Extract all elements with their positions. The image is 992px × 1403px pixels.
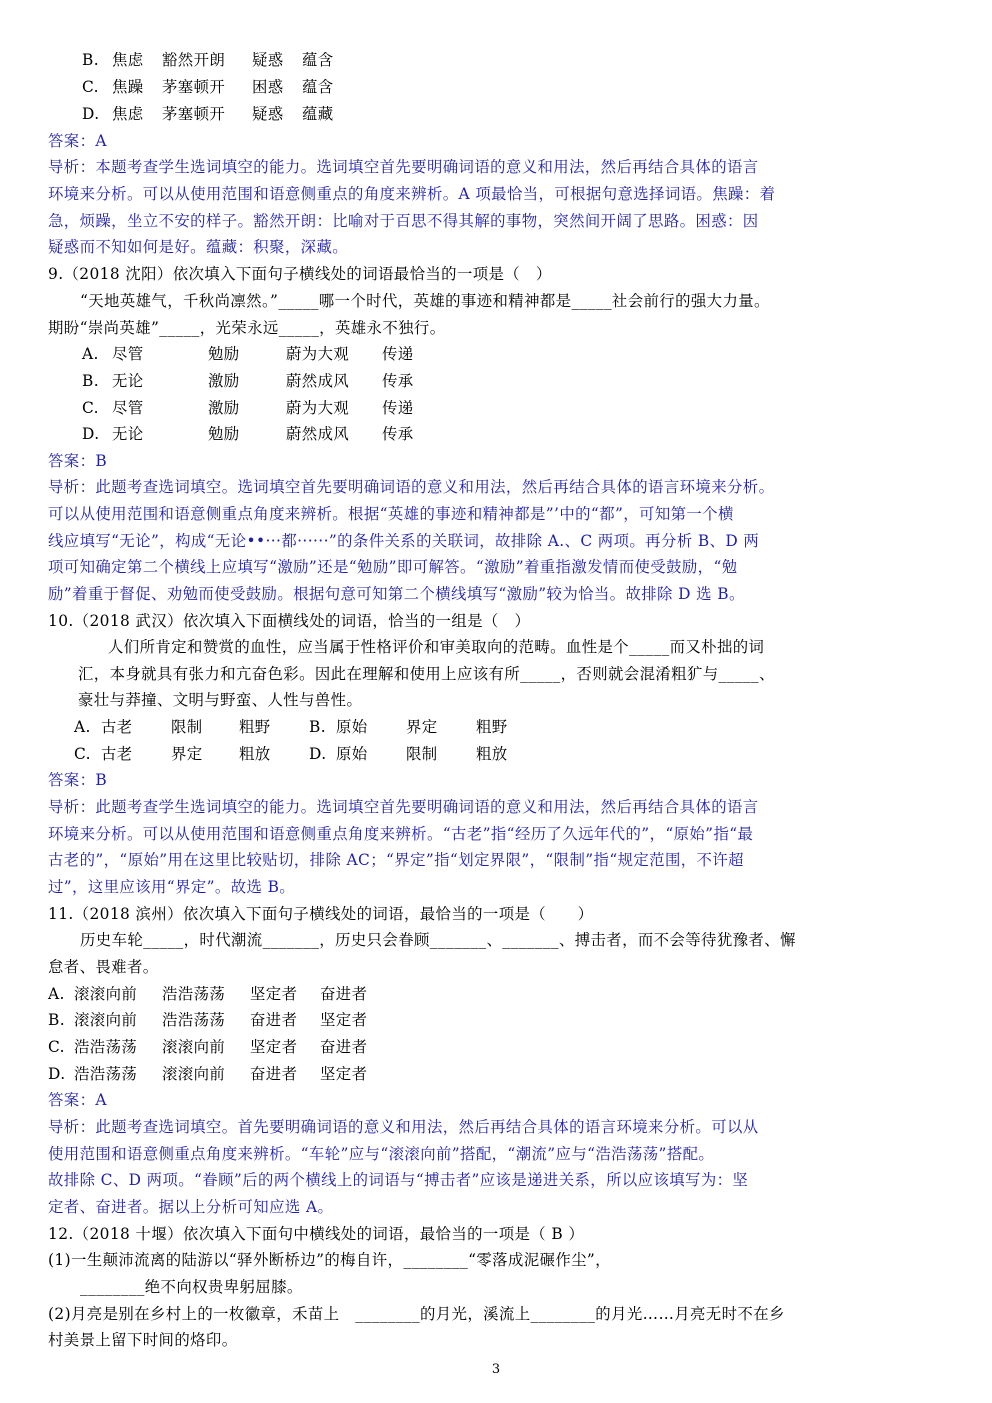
- q10-options-row: A. 古老 限制 粗野 B. 原始 界定 粗野: [74, 718, 508, 736]
- q10-options-row: C. 古老 界定 粗放 D. 原始 限制 粗放: [74, 745, 508, 763]
- q8-analysis-line: 环境来分析。可以从使用范围和语意侧重点的角度来辨析。A 项最恰当，可根据句意选择词语。焦躁：着: [48, 185, 776, 203]
- q11-option-b: B. 滚滚向前 浩浩荡荡 奋进者 坚定者: [48, 1011, 368, 1029]
- q11-stem-line: 怠者、畏难者。: [48, 958, 159, 976]
- q10-title: 10.（2018 武汉）依次填入下面横线处的词语，恰当的一组是（ ）: [48, 612, 531, 630]
- q11-answer: 答案：A: [48, 1091, 107, 1109]
- q8-analysis-line: 急，烦躁，坐立不安的样子。豁然开朗：比喻对于百思不得其解的事物，突然间开阔了思路。困惑：因: [48, 212, 759, 230]
- q12-title: 12.（2018 十堰）依次填入下面句中横线处的词语，最恰当的一项是（ B ）: [48, 1225, 585, 1243]
- q11-analysis-line: 定者、奋进者。据以上分析可知应选 A。: [48, 1198, 334, 1216]
- q11-stem-line: 历史车轮_____，时代潮流_______，历史只会眷顾_______、_______、搏击者，而不会等待犹豫者、懈: [80, 931, 796, 949]
- q8-option-d: D. 焦虑 茅塞顿开 疑惑 蕴藏: [82, 105, 334, 123]
- q10-analysis-line: 导析：此题考查学生选词填空的能力。选词填空首先要明确词语的意义和用法，然后再结合具体的语言: [48, 798, 759, 816]
- q9-analysis-line: 导析：此题考查选词填空。选词填空首先要明确词语的意义和用法，然后再结合具体的语言环境来分析。: [48, 478, 775, 496]
- q10-stem-line: 汇，本身就具有张力和亢奋色彩。因此在理解和使用上应该有所_____，否则就会混淆粗犷与_____、: [78, 665, 775, 683]
- q11-option-a: A. 滚滚向前 浩浩荡荡 坚定者 奋进者: [48, 985, 368, 1003]
- q8-analysis-line: 疑惑而不知如何是好。蕴藏：积聚，深藏。: [48, 238, 349, 256]
- q11-option-d: D. 浩浩荡荡 滚滚向前 奋进者 坚定者: [48, 1065, 368, 1083]
- q8-option-c: C. 焦躁 茅塞顿开 困惑 蕴含: [82, 78, 334, 96]
- q8-answer: 答案：A: [48, 132, 107, 150]
- q12-line: 村美景上留下时间的烙印。: [48, 1331, 238, 1349]
- q11-analysis-line: 故排除 C、D 两项。“眷顾”后的两个横线上的词语与“搏击者”应该是递进关系，所以应该填写为：坚: [48, 1171, 749, 1189]
- q9-analysis-line: 线应填写“无论”，构成“无论••···都······”的条件关系的关联词，故排除 A.、C 两项。再分析 B、D 两: [48, 532, 760, 550]
- q10-analysis-line: 环境来分析。可以从使用范围和语意侧重点角度来辨析。“古老”指“经历了久远年代的”，“原始”指“最: [48, 825, 754, 843]
- q9-analysis-line: 可以从使用范围和语意侧重点角度来辨析。根据“英雄的事迹和精神都是”’中的“都”，可知第一个横: [48, 505, 734, 523]
- q11-analysis-line: 导析：此题考查选词填空。首先要明确词语的意义和用法，然后再结合具体的语言环境来分析。可以从: [48, 1118, 759, 1136]
- q8-analysis-line: 导析：本题考查学生选词填空的能力。选词填空首先要明确词语的意义和用法，然后再结合具体的语言: [48, 158, 759, 176]
- q11-option-c: C. 浩浩荡荡 滚滚向前 坚定者 奋进者: [48, 1038, 368, 1056]
- q9-answer: 答案：B: [48, 452, 108, 470]
- q10-analysis-line: 古老的”，“原始”用在这里比较贴切，排除 AC；“界定”指“划定界限”，“限制”指“规定范围，不许超: [48, 851, 744, 869]
- q9-option-a: A. 尽管 勉励 蔚为大观 传递: [82, 345, 414, 363]
- page-number: 3: [491, 1362, 501, 1377]
- q9-stem-line: “天地英雄气，千秋尚凛然。”_____哪一个时代，英雄的事迹和精神都是_____社会前行的强大力量。: [80, 292, 770, 310]
- q12-line: (2)月亮是别在乡村上的一枚徽章，禾苗上 ________的月光，溪流上________的月光……月亮无时不在乡: [48, 1305, 785, 1323]
- q10-answer: 答案：B: [48, 771, 108, 789]
- q9-title: 9.（2018 沈阳）依次填入下面句子横线处的词语最恰当的一项是（ ）: [48, 265, 552, 283]
- q11-analysis-line: 使用范围和语意侧重点角度来辨析。“车轮”应与“滚滚向前”搭配，“潮流”应与“浩浩荡荡”搭配。: [48, 1145, 715, 1163]
- q8-option-b: B. 焦虑 豁然开朗 疑惑 蕴含: [82, 51, 334, 69]
- q10-stem-line: 豪壮与莽撞、文明与野蛮、人性与兽性。: [78, 691, 363, 709]
- q10-stem-line: 人们所肯定和赞赏的血性，应当属于性格评价和审美取向的范畴。血性是个_____而又朴拙的词: [108, 638, 765, 656]
- q10-analysis-line: 过”，这里应该用“界定”。故选 B。: [48, 878, 296, 896]
- q11-title: 11.（2018 滨州）依次填入下面句子横线处的词语，最恰当的一项是（ ）: [48, 905, 594, 923]
- q9-option-c: C. 尽管 激励 蔚为大观 传递: [82, 399, 414, 417]
- q9-stem-line: 期盼“崇尚英雄”_____，光荣永远_____，英雄永不独行。: [48, 319, 446, 337]
- q9-analysis-line: 项可知确定第二个横线上应填写“激励”还是“勉励”即可解答。“激励”着重指激发情而使受鼓励，“勉: [48, 558, 738, 576]
- q12-line: ________绝不向权贵卑躬屈膝。: [80, 1278, 303, 1296]
- q9-analysis-line: 励”着重于督促、劝勉而使受鼓励。根据句意可知第二个横线填写“激励”较为恰当。故排除 D 选 B。: [48, 585, 745, 603]
- q12-line: (1)一生颠沛流离的陆游以“驿外断桥边”的梅自许，________“零落成泥碾作尘”，: [48, 1251, 611, 1269]
- q9-option-d: D. 无论 勉励 蔚然成风 传承: [82, 425, 414, 443]
- q9-option-b: B. 无论 激励 蔚然成风 传承: [82, 372, 414, 390]
